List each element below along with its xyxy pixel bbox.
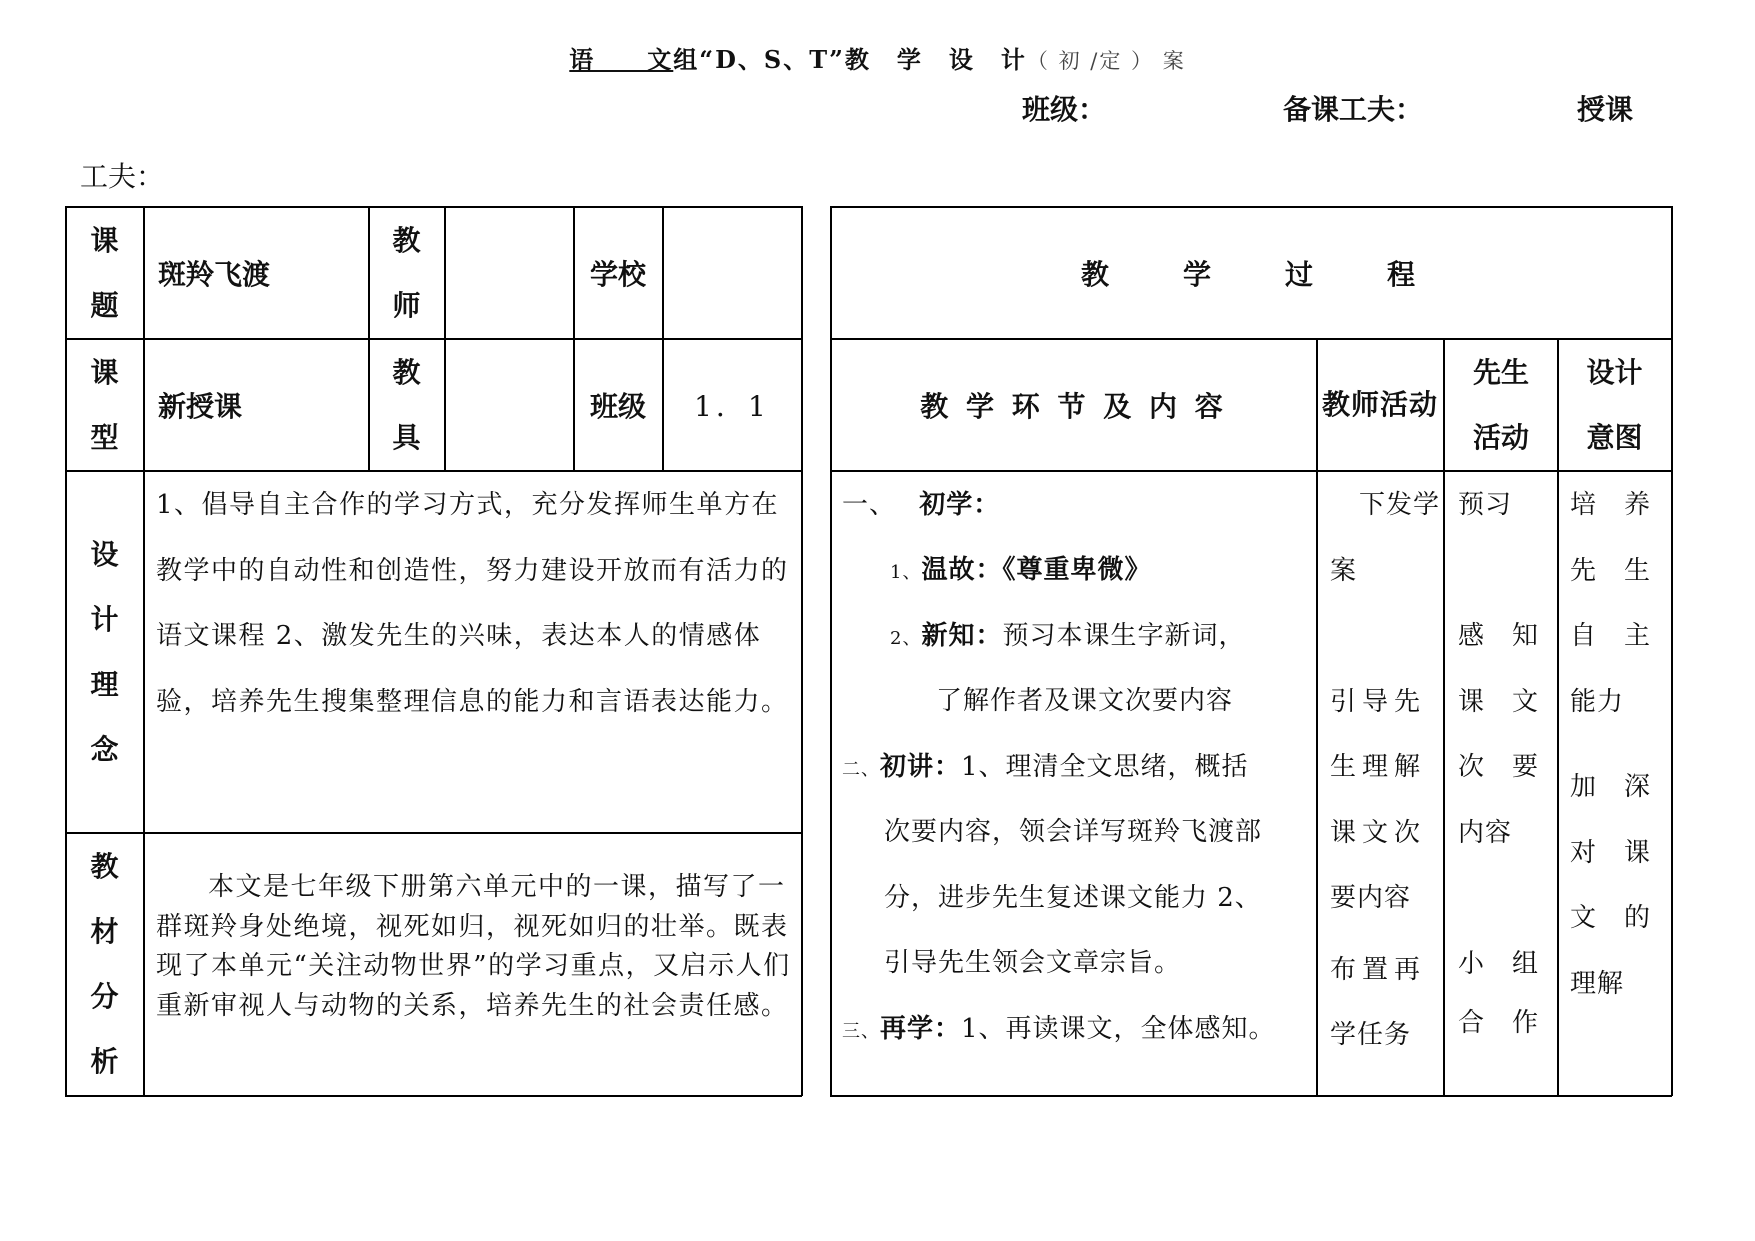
section-1-title: 初学： — [919, 490, 1001, 520]
intent-1b: 先 生 — [1570, 555, 1652, 586]
student-act-2: 感 知 — [1458, 621, 1540, 651]
class-value-cell — [663, 339, 801, 470]
intent-2b: 对 课 — [1570, 837, 1652, 868]
section-3-num: 三、 — [842, 1021, 880, 1042]
class-label-table: 班级 — [589, 389, 646, 423]
title-main: 组“D、S、T”教 学 设 计 — [673, 45, 1027, 74]
title-status: （ 初 /定 ） 案 — [1026, 49, 1186, 73]
aids-value-cell — [445, 339, 573, 470]
section-1-num: 一、 — [842, 490, 897, 520]
concept-text: 1、倡导自主合作的学习方式，充分发挥师生单方在教学中的自动性和创造性，努力建设开放而有活力的语文课程 2、激发先生的兴味，表达本人的情感体验，培养先生搜集整理信息的能力和言语表达能力。 — [156, 490, 789, 717]
topic-value-cell — [144, 207, 368, 338]
teacher-label-cell — [369, 207, 444, 338]
section-1-item-2-cont: 了解作者及课文次要内容 — [936, 686, 1234, 716]
left-table-divider — [65, 832, 802, 834]
teacher-act-3b: 学任务 — [1330, 1020, 1412, 1050]
student-act-3b: 合 作 — [1458, 1008, 1540, 1038]
student-act-2d: 内容 — [1458, 817, 1513, 848]
type-label-cell — [66, 339, 143, 470]
aids-label-cell — [369, 339, 444, 470]
type-value: 新授课 — [158, 389, 243, 423]
concept-label: 设计理念 — [90, 537, 119, 766]
intent-2: 加 深 — [1570, 772, 1652, 802]
time-label: 工夫： — [80, 160, 165, 193]
section-1-item-1 — [890, 538, 1151, 606]
section-1-item-2-text: 预习本课生字新词， — [1002, 621, 1246, 651]
teacher-act-1: 下发学 — [1358, 490, 1440, 520]
section-2-title: 初讲： — [880, 752, 962, 782]
teacher-act-2b: 生理解 — [1330, 752, 1427, 782]
process-title: 教 学 过 程 — [1080, 257, 1421, 291]
teacher-label: 教师 — [392, 223, 421, 322]
section-1-item-2-bold: 新知： — [921, 621, 1003, 651]
topic-label: 课题 — [90, 223, 119, 322]
student-act-2c: 次 要 — [1458, 752, 1540, 782]
teacher-act-2d: 要内容 — [1330, 883, 1412, 913]
left-table-border-right — [801, 206, 803, 1096]
topic-value: 斑羚飞渡 — [158, 257, 271, 291]
col-teacher-header: 教师活动 — [1321, 388, 1438, 421]
school-label: 学校 — [589, 257, 646, 291]
teacher-act-1b: 案 — [1330, 555, 1358, 586]
school-value-cell — [663, 207, 801, 338]
col-student-header: 先生活动 — [1472, 355, 1529, 454]
section-2-text-l4: 引导先生领会文章宗旨。 — [884, 948, 1182, 978]
teacher-act-2c: 课文次 — [1330, 817, 1427, 848]
intent-1: 培 养 — [1570, 490, 1652, 520]
school-label-cell — [574, 207, 662, 338]
section-2-text-l1: 1、理清全文思绪，概括 — [961, 752, 1249, 782]
left-table-divider — [65, 470, 802, 472]
section-2-text-l2: 次要内容，领会详写斑羚飞渡部 — [884, 817, 1263, 847]
topic-label-cell — [66, 207, 143, 338]
analysis-text: 本文是七年级下册第六单元中的一课，描写了一群斑羚身处绝境，视死如归，视死如归的壮举。既表现了本单元“关注动物世界”的学习重点，又启示人们重新审视人与动物的关系，培养先生的社会责任感。 — [156, 872, 791, 1021]
left-table-border-bottom — [65, 1095, 802, 1097]
class-value: 1．1 — [694, 389, 770, 423]
analysis-label: 教材分析 — [90, 850, 119, 1078]
col-content-header: 教 学 环 节 及 内 容 — [920, 389, 1227, 423]
intent-2c: 文 的 — [1570, 903, 1652, 933]
type-label: 课型 — [90, 355, 119, 454]
teacher-activity — [1330, 473, 1440, 1069]
section-1-item-1-text: 温故：《尊重卑微》 — [921, 555, 1152, 585]
col-student-header-cell — [1445, 339, 1557, 470]
class-label-cell — [574, 339, 662, 470]
section-1-item-2 — [890, 604, 1245, 672]
section-2-text-l3: 分，进步先生复述课文能力 2、 — [884, 883, 1262, 913]
section-2-num: 二、 — [842, 759, 880, 780]
section-1-item-1-num: 1、 — [890, 562, 922, 583]
intent-1d: 能力 — [1570, 686, 1625, 717]
aids-label: 教具 — [392, 355, 421, 454]
section-2 — [842, 735, 1249, 803]
teacher-act-3: 布置再 — [1330, 954, 1427, 985]
design-intent — [1570, 473, 1670, 1017]
section-1-item-2-num: 2、 — [890, 628, 922, 649]
intent-2d: 理解 — [1570, 968, 1625, 999]
col-intent-header-cell — [1558, 339, 1671, 470]
type-value-cell — [144, 339, 368, 470]
student-activity — [1458, 473, 1554, 1057]
student-act-1: 预习 — [1458, 490, 1513, 520]
section-3-title: 再学： — [880, 1014, 962, 1044]
prep-time-label: 备课工夫： — [1283, 93, 1424, 126]
right-table-divider — [830, 470, 1672, 472]
right-table-border-right — [1671, 206, 1673, 1096]
section-3-text: 1、再读课文，全体感知。 — [961, 1014, 1276, 1044]
concept-label-cell — [66, 471, 143, 832]
analysis-label-cell — [66, 833, 143, 1095]
title-subject: 语 文 — [569, 45, 674, 74]
col-teacher-header-cell — [1317, 339, 1443, 470]
right-table-border-bottom — [830, 1095, 1672, 1097]
teach-label: 授课 — [1577, 93, 1634, 126]
section-1 — [842, 473, 1000, 539]
teacher-value-cell — [445, 207, 573, 338]
teacher-act-2: 引导先 — [1330, 686, 1427, 717]
student-act-3: 小 组 — [1458, 948, 1540, 979]
document-title — [0, 40, 1755, 75]
section-3 — [842, 997, 1276, 1065]
intent-1c: 自 主 — [1570, 621, 1652, 651]
class-label: 班级： — [1022, 93, 1107, 126]
col-intent-header: 设计意图 — [1586, 355, 1643, 454]
student-act-2b: 课 文 — [1458, 686, 1540, 717]
